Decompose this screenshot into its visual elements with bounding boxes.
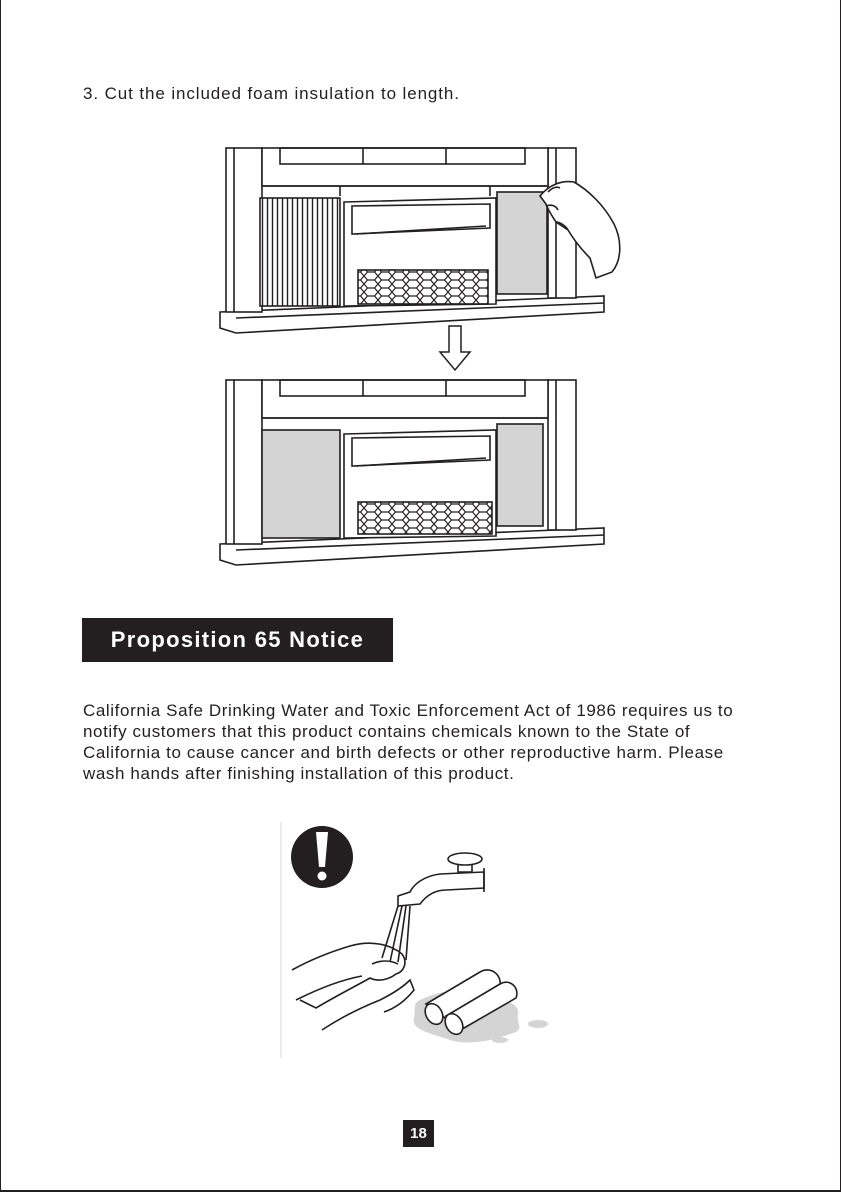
prop65-body: California Safe Drinking Water and Toxic Enforcement Act of 1986 requires us to notify customers that this product contains chemicals known to the State of California to cause cancer and birth defects or other reproductive harm. Please wash hands after finishing installation of this product. <box>83 701 734 783</box>
window-after-illustration <box>220 380 604 565</box>
step-instruction: 3. Cut the included foam insulation to length. <box>83 84 460 103</box>
warning-icon <box>291 826 353 888</box>
prop65-heading: Proposition 65 Notice <box>82 618 393 662</box>
down-arrow-icon <box>440 326 470 370</box>
handwashing-illustration <box>281 822 548 1058</box>
window-before-illustration <box>220 148 620 333</box>
page-number: 18 <box>403 1120 434 1147</box>
